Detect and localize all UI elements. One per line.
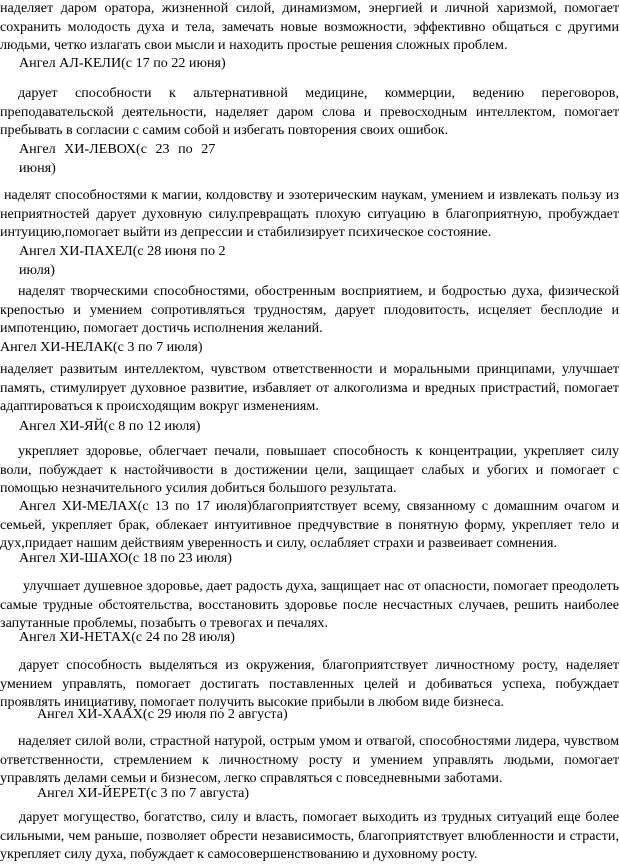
paragraph-hi-shaho: улучшает душевное здоровье, дает радость духа, защищает нас от опасности, помогает преодолеть самые трудные обстоятельства, восстановить здоровье после несчастных случаев, решить наиболее запутанные проблемы, позабыть о тревогах и печалях. [0,578,619,632]
heading-hi-nelak: Ангел ХИ-НЕЛАК(с 3 по 7 июля) [0,339,203,355]
paragraph-hi-nelak: наделяет развитым интеллектом, чувством ответственности и моральными принципами, улучшает память, стимулирует духовное развитие, избавляет от алкоголизма и вредных пристрастий, помогает адаптироваться к происходящим вокруг изменениям. [0,361,619,415]
paragraph-hi-haah: наделяет силой воли, страстной натурой, острым умом и отвагой, способностями лидера, чувством ответственности, стремлением к личностному росту и умением управлять людьми, помогает управлять делами семьи и бизнесом, легко справляться с повседневными заботами. [0,733,619,787]
paragraph-hi-melah: Ангел ХИ-МЕЛАХ(с 13 по 17 июля)благоприятствует всему, связанному с домашним очагом и семьей, укрепляет брак, облекает интуитивное предчувствие в понятную форму, укрепляет тело и дух,придает нашим действиям уверенность и силу, ослабляет страхи и развеивает сомнения. [0,498,619,552]
heading-hi-pahel: Ангел ХИ-ПАХЕЛ(с 28 июня по 2 июля) [19,243,226,278]
paragraph-hi-netah: дарует способность выделяться из окружения, благоприятствует личностному росту, наделяет умением управлять, помогает достигать поставленных целей и добиваться успеха, побуждает проявлять инициативу, помогает получить высокие прибыли в любом виде бизнеса. [0,657,619,711]
heading-hi-levoh: Ангел ХИ-ЛЕВОХ(с 23 по 27 июня) [19,141,216,176]
paragraph-intro: наделяет даром оратора, жизненной силой, динамизмом, энергией и личной харизмой, помогает сохранить молодость духа и тела, замечать новые возможности, эффективно общаться с другими людьми, четко излагать свои мысли и находить простые решения сложных проблем. [0,0,619,54]
heading-al-keli: Ангел АЛ-КЕЛИ(с 17 по 22 июня) [19,55,226,71]
paragraph-al-keli: дарует способности к альтернативной медицине, коммерции, ведению переговоров, преподавательской деятельности, наделяет даром слова и превосходным интеллектом, помогает пребывать в согласии с самим собой и избегать повторения своих ошибок. [0,85,619,139]
heading-hi-netah: Ангел ХИ-НЕТАХ(с 24 по 28 июля) [19,629,235,645]
paragraph-hi-yay: укрепляет здоровье, облегчает печали, повышает способность к концентрации, укрепляет силу воли, побуждает к настойчивости в достижении цели, защищает слабых и убогих и помогает с помощью незначительного усилия добиться большого результата. [0,443,619,497]
heading-hi-yeret: Ангел ХИ-ЙЕРЕТ(с 3 по 7 августа) [37,785,250,801]
heading-hi-yay: Ангел ХИ-ЯЙ(с 8 по 12 июля) [19,418,201,434]
heading-hi-shaho: Ангел ХИ-ШАХО(с 18 по 23 июля) [19,550,232,566]
heading-hi-haah: Ангел ХИ-ХААХ(с 29 июля по 2 августа) [37,706,288,722]
paragraph-hi-pahel: наделят творческими способностями, обостренным восприятием, и бодростью духа, физической крепостью и умением сопротивляться трудностям, дарует плодовитость, исцеляет бесплодие и импотенцию, помогает достичь исполнения желаний. [0,283,619,337]
paragraph-hi-levoh: наделят способностями к магии, колдовству и эзотерическим наукам, умением и извлекать пользу из неприятностей дарует духовную силу.превращать плохую ситуацию в благоприятную, пробуждает интуицию,помогает выйти из депрессии и стабилизирует психическое состояние. [0,187,619,241]
paragraph-hi-yeret: дарует могущество, богатство, силу и власть, помогает выходить из трудных ситуаций еще более сильными, чем раньше, позволяет обрести независимость, благоприятствует влюбленности и страсти, укрепляет силу духа, побуждает к самосовершенствованию и духовному росту. [0,809,619,863]
